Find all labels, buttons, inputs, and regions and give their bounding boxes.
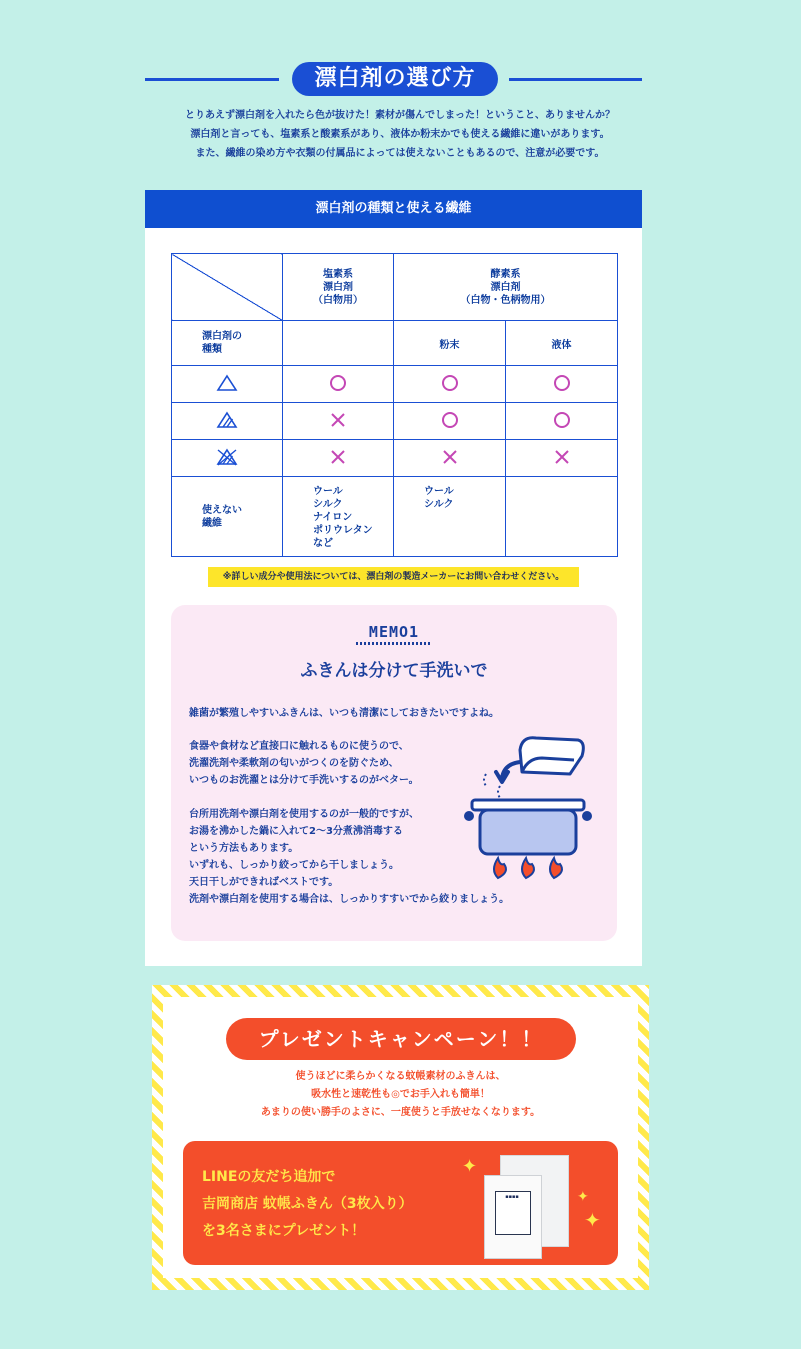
sparkle-icon: ✦ — [577, 1189, 589, 1205]
prize-line: を3名さまにプレゼント！ — [202, 1223, 366, 1239]
boiling-pot-illustration — [462, 728, 602, 888]
mark-cell — [506, 403, 618, 440]
row-type-label: 漂白剤の 種類 — [172, 321, 283, 366]
intro-line: 漂白剤と言っても、塩素系と酸素系があり、液体か粉末かでも使える繊維に違いがあります。 — [190, 129, 610, 140]
circle-mark-icon — [553, 374, 571, 392]
mark-cell — [283, 403, 394, 440]
table-corner-cell — [172, 254, 283, 321]
sparkle-icon: ✦ — [462, 1156, 478, 1177]
table-note: ※詳しい成分や使用法については、漂白剤の製造メーカーにお問い合わせください。 — [208, 567, 579, 587]
page-title: 漂白剤の選び方 — [314, 66, 476, 91]
cloth-icon — [520, 738, 583, 774]
campaign-line: 使うほどに柔らかくなる蚊帳素材のふきんは、 — [295, 1071, 506, 1082]
pot-icon — [464, 800, 592, 854]
bleach-table — [171, 253, 618, 557]
memo-title: ふきんは分けて手洗いで — [300, 661, 488, 681]
circle-mark-icon — [441, 411, 459, 429]
triangle-crossed-icon — [172, 440, 283, 477]
mark-cell — [283, 366, 394, 403]
mark-cell — [394, 440, 506, 477]
sub-liquid: 液体 — [506, 321, 618, 366]
intro-text — [150, 106, 650, 163]
cross-mark-icon — [329, 448, 347, 466]
intro-line: とりあえず漂白剤を入れたら色が抜けた！素材が傷んでしまった！ということ、ありませんか？ — [185, 110, 615, 121]
memo-paragraph: 食器や食材など直接口に触れるものに使うので、 洗濯洗剤や柔軟剤の匂いがつくのを防ぐため、 いつものお洗濯とは分けて手洗いするのがベター。 — [189, 741, 419, 786]
mark-cell — [506, 440, 618, 477]
campaign-line: あまりの使い勝手のよさに、一度使うと手放せなくなります。 — [260, 1107, 541, 1118]
intro-line: また、繊維の染め方や衣類の付属品によっては使えないこともあるので、注意が必要です。 — [195, 148, 605, 159]
circle-mark-icon — [553, 411, 571, 429]
unusable-label: 使えない 繊維 — [172, 477, 283, 557]
cross-mark-icon — [329, 411, 347, 429]
mark-cell — [394, 403, 506, 440]
unusable-powder: ウール シルク — [394, 477, 506, 557]
package-label-text: ▪▪▪▪ — [505, 1194, 519, 1200]
table-heading: 漂白剤の種類と使える繊維 — [145, 190, 642, 228]
col-chlorine: 塩素系 漂白剤 （白物用） — [283, 254, 394, 321]
prize-line: 吉岡商店 蚊帳ふきん（3枚入り） — [202, 1196, 413, 1212]
campaign-title: プレゼントキャンペーン！！ — [226, 1018, 576, 1060]
cross-mark-icon — [441, 448, 459, 466]
empty-cell — [283, 321, 394, 366]
title-rule-left — [145, 78, 279, 81]
campaign-text — [163, 1068, 638, 1122]
unusable-liquid — [506, 477, 618, 557]
triangle-diagonal-icon — [172, 403, 283, 440]
memo-paragraph: 台所用洗剤や漂白剤を使用するのが一般的ですが、 お湯を沸かした鍋に入れて2〜3分煮沸消毒する という方法もあります。 いずれも、しっかり絞ってから干しましょう。 天日干しができればベストです。 洗剤や漂白剤を使用する場合は、しっかりすすいでから絞りましょう。 — [189, 809, 510, 905]
triangle-icon — [172, 366, 283, 403]
cross-mark-icon — [553, 448, 571, 466]
prize-line: LINEの友だち追加で — [202, 1169, 336, 1185]
mark-cell — [283, 440, 394, 477]
col-enzyme: 酵素系 漂白剤 （白物・色柄物用） — [394, 254, 618, 321]
flame-icon — [494, 858, 562, 878]
circle-mark-icon — [441, 374, 459, 392]
memo-divider — [356, 642, 432, 645]
memo-label: MEMO1 — [368, 623, 420, 641]
unusable-chlorine: ウール シルク ナイロン ポリウレタン など — [283, 477, 394, 557]
campaign-line: 吸水性と速乾性も◎でお手入れも簡単！ — [311, 1089, 490, 1100]
mark-cell — [506, 366, 618, 403]
sub-powder: 粉末 — [394, 321, 506, 366]
mark-cell — [394, 366, 506, 403]
circle-mark-icon — [329, 374, 347, 392]
memo-paragraph: 雑菌が繁殖しやすいふきんは、いつも清潔にしておきたいですよね。 — [189, 708, 499, 719]
sparkle-icon: ✦ — [584, 1208, 601, 1232]
title-rule-right — [509, 78, 642, 81]
prize-text — [202, 1164, 413, 1245]
